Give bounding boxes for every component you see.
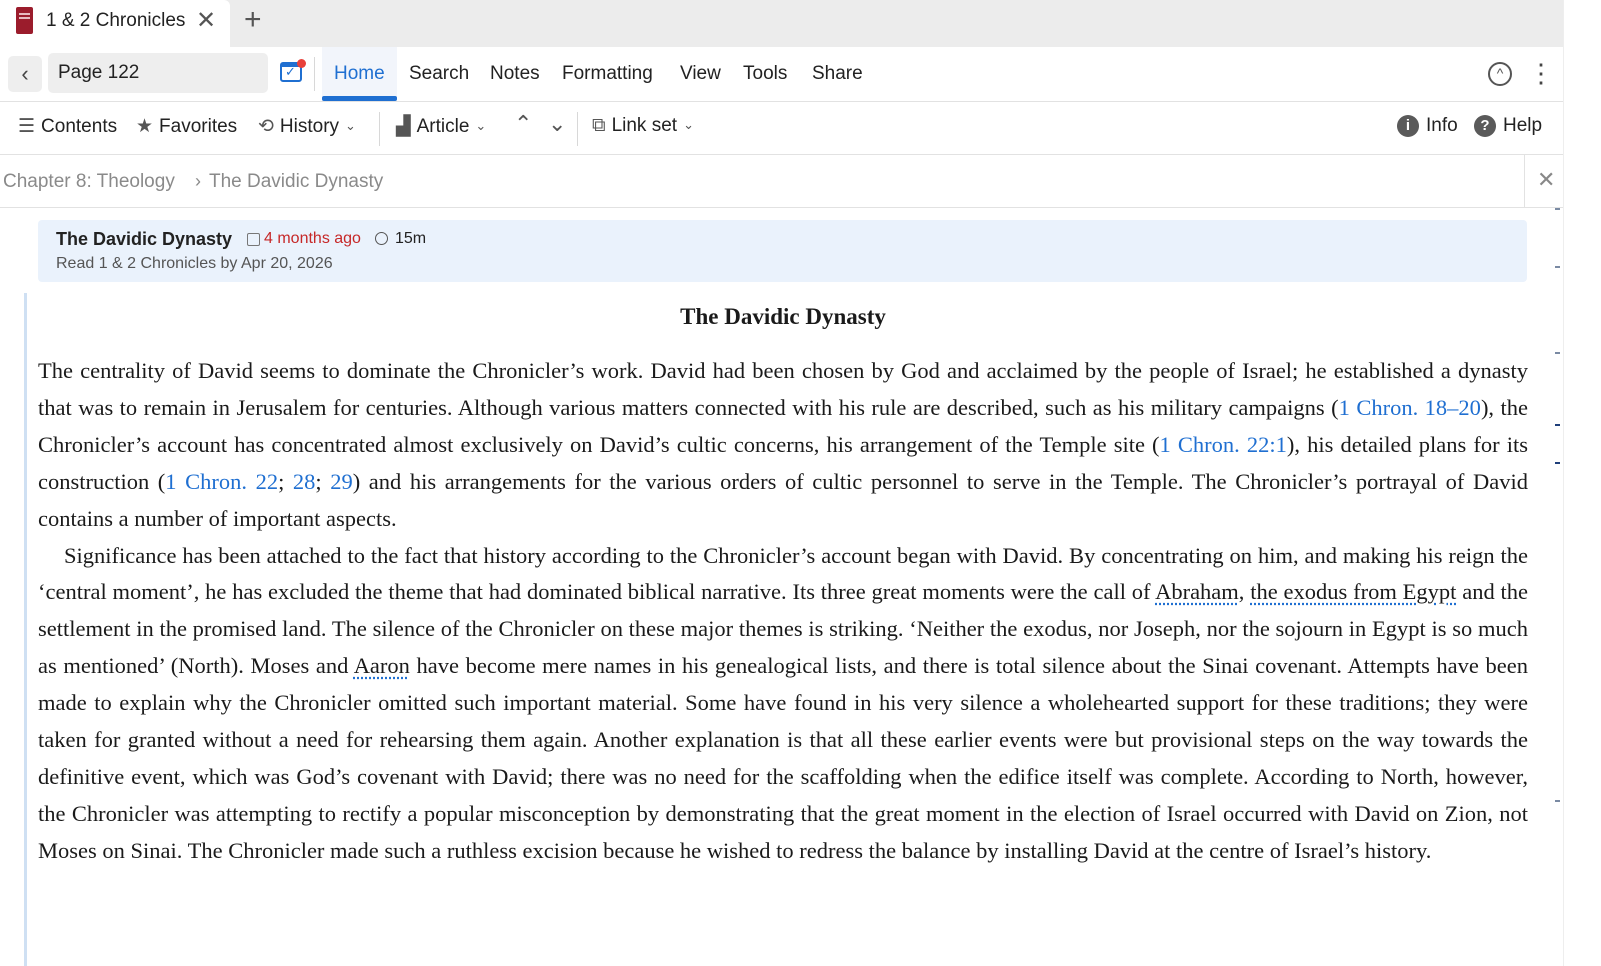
factbook-link[interactable]: the exodus from Egypt: [1250, 579, 1457, 605]
breadcrumb-chapter[interactable]: Chapter 8: Theology: [3, 171, 175, 192]
chevron-down-icon: ⌄: [475, 118, 487, 133]
breadcrumb-section[interactable]: The Davidic Dynasty: [209, 171, 384, 192]
contents-label: Contents: [41, 116, 118, 137]
text-run: ;: [278, 468, 293, 494]
list-icon: ☰: [18, 116, 36, 137]
text-run: ,: [1238, 579, 1251, 605]
menu-row: [0, 47, 1601, 102]
divider: [314, 57, 315, 91]
page-location-input[interactable]: [48, 53, 268, 93]
back-button[interactable]: ‹: [8, 56, 42, 92]
chevron-down-icon: ⌄: [683, 117, 694, 132]
favorites-button[interactable]: [136, 115, 237, 138]
clock-icon: [375, 232, 388, 245]
menu-notes[interactable]: Notes: [490, 63, 540, 84]
help-button[interactable]: [1474, 115, 1542, 138]
text-run: ) and his arrangements for the various orders of cultic personnel to serve in the Temple. The Chronicler’s portrayal of David contains a number of important aspects.: [38, 468, 1528, 531]
scroll-gutter[interactable]: [1563, 0, 1601, 966]
scroll-marker: [1555, 352, 1560, 354]
scroll-marker: [1555, 424, 1560, 426]
bible-reference-link[interactable]: 1 Chron. 22: [165, 468, 279, 494]
history-label: History: [279, 116, 340, 137]
menu-search[interactable]: Search: [409, 63, 470, 84]
paragraph: [38, 538, 1528, 870]
plan-duration: 15m: [395, 230, 427, 247]
article-body: [38, 297, 1528, 870]
factbook-link[interactable]: Aaron: [353, 653, 410, 679]
new-tab-icon[interactable]: +: [244, 3, 262, 36]
divider: [379, 112, 380, 146]
scroll-marker: [1555, 208, 1560, 210]
notification-dot: [297, 59, 306, 68]
reading-plan-card[interactable]: [38, 220, 1527, 282]
info-icon: i: [1397, 115, 1419, 137]
scroll-marker: [1555, 800, 1560, 802]
help-label: Help: [1503, 115, 1543, 136]
menu-tools[interactable]: Tools: [743, 63, 788, 84]
collapse-ribbon-icon[interactable]: ^: [1488, 62, 1512, 86]
text-run: The centrality of David seems to dominate the Chronicler’s work. David had been chosen by God and acclaimed by the people of Israel; he established a dynasty that was to remain in Jerusalem for centuries. Although various matters connected with his rule are described, such as his military campaigns (: [38, 358, 1528, 420]
link-icon: ⧉: [592, 115, 606, 136]
previous-article-icon[interactable]: ⌃: [514, 111, 533, 136]
menu-view[interactable]: View: [680, 63, 721, 84]
help-icon: ?: [1474, 115, 1496, 137]
tab-bar: [0, 0, 1601, 47]
article-label: Article: [416, 116, 470, 137]
info-label: Info: [1426, 115, 1458, 136]
article-margin-rule: [24, 293, 27, 966]
text-run: ), his detailed plans for its construction (: [38, 431, 1528, 494]
text-run: have become mere names in his genealogical lists, and there is total silence about the Sinai covenant. Attempts have been made to explain why the Chronicler omitted such important material. Some have found in his very silence a wholehearted support for these traditions; they were taken for granted without a need for rehearsing them again. Another explanation is that all these earlier events were but provisional steps on the way towards the definitive event, which was God’s covenant with David; there was no need for the scaffolding when the edifice itself was complete. According to North, however, the Chronicler was attempting to rectify a popular misconception by demonstrating that the great moment in the election of Israel occurred with David on Zion, not Moses on Sinai. The Chronicler made such a ruthless excision because he wished to redress the balance by installing David at the centre of Israel’s history.: [38, 653, 1528, 863]
article-button[interactable]: [396, 115, 486, 138]
text-run: Significance has been attached to the fact that history according to the Chronicler’s account began with David. By concentrating on him, and making his reign the ‘central moment’, he has excluded the theme that had dominated biblical narrative. Its three great moments were the call of: [38, 542, 1528, 605]
menu-share[interactable]: Share: [812, 63, 863, 84]
close-tab-icon[interactable]: ✕: [196, 7, 217, 34]
calendar-icon: [247, 233, 260, 246]
document-tab[interactable]: [0, 0, 230, 47]
contents-button[interactable]: [18, 115, 117, 138]
scroll-marker: [1555, 266, 1560, 268]
next-article-icon[interactable]: ⌄: [548, 111, 567, 136]
more-options-icon[interactable]: ⋮: [1528, 58, 1554, 88]
chevron-down-icon: ⌄: [345, 118, 356, 133]
bar-chart-icon: ▟: [396, 116, 411, 137]
bible-reference-link[interactable]: 1 Chron. 18–20: [1338, 394, 1481, 420]
menu-formatting[interactable]: Formatting: [562, 63, 653, 84]
breadcrumb-separator: ›: [195, 171, 201, 191]
divider: [1524, 155, 1525, 207]
text-run: and the settlement in the promised land. The silence of the Chronicler on these major themes is striking. ‘Neither the exodus, nor Joseph, nor the sojourn in Egypt is so much as mentioned’ (North). Moses and: [38, 579, 1528, 679]
menu-home[interactable]: Home: [334, 63, 385, 84]
plan-last-read: 4 months ago: [264, 230, 361, 247]
factbook-link[interactable]: Abraham: [1155, 579, 1239, 605]
scroll-marker: [1555, 462, 1560, 464]
history-icon: ⟲: [258, 116, 274, 137]
bible-reference-link[interactable]: 29: [330, 468, 353, 494]
info-button[interactable]: [1397, 115, 1458, 138]
tab-title: 1 & 2 Chronicles: [46, 10, 186, 31]
favorites-label: Favorites: [159, 116, 238, 137]
bible-reference-link[interactable]: 1 Chron. 22:1: [1159, 431, 1287, 457]
active-menu-underline: [322, 96, 397, 101]
link-set-button[interactable]: [592, 115, 694, 137]
book-icon: [16, 7, 33, 34]
article-title: The Davidic Dynasty: [680, 304, 886, 329]
paragraph: [38, 353, 1528, 538]
bible-reference-link[interactable]: 28: [292, 468, 316, 494]
plan-subtitle: Read 1 & 2 Chronicles by Apr 20, 2026: [56, 255, 333, 272]
plan-title: The Davidic Dynasty: [56, 229, 233, 249]
breadcrumb: [0, 155, 1601, 208]
close-panel-icon[interactable]: ✕: [1537, 167, 1556, 192]
text-run: ), the Chronicler’s account has concentrated almost exclusively on David’s cultic concerns, his arrangement of the Temple site (: [38, 394, 1529, 457]
divider: [577, 112, 578, 146]
toolbar: [0, 102, 1601, 155]
star-icon: ★: [136, 116, 154, 137]
history-button[interactable]: [258, 115, 356, 138]
link-set-label: Link set: [611, 115, 678, 136]
text-run: ;: [315, 468, 331, 494]
